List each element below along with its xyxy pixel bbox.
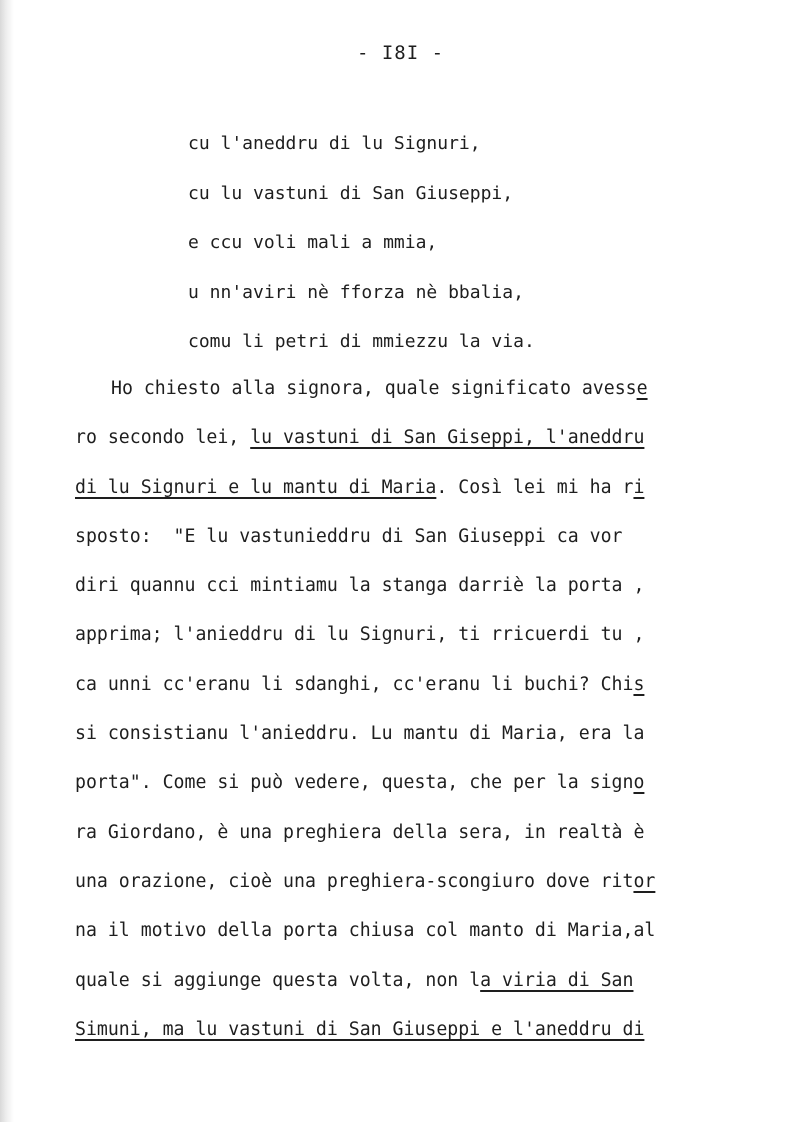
- prose-line: [75, 868, 755, 917]
- prose-line: [75, 572, 755, 621]
- prose-line: [75, 769, 755, 818]
- prose-line: [75, 917, 755, 966]
- prose-line: [75, 474, 755, 523]
- underlined-text: di lu Signuri e lu mantu di Maria: [75, 476, 437, 498]
- page-edge-shadow: [0, 0, 14, 1122]
- prose-paragraph: [75, 375, 755, 1065]
- underlined-text: o: [633, 772, 645, 794]
- underlined-text: a viria di San: [480, 969, 634, 991]
- prose-line: [75, 671, 755, 720]
- text-segment: na il motivo della porta chiusa col manto di Maria,al: [75, 920, 656, 942]
- prose-line: [75, 819, 755, 868]
- prose-line: [75, 621, 755, 670]
- text-segment: si consistianu l'anieddru. Lu mantu di Maria, era la: [75, 723, 645, 745]
- prose-line: [75, 375, 755, 424]
- prose-line: [75, 1016, 755, 1065]
- text-segment: ca unni cc'eranu li sdanghi, cc'eranu li buchi? Chi: [75, 673, 634, 695]
- poem-line: cu l'aneddru di lu Signuri,: [188, 133, 481, 154]
- underlined-text: e: [636, 378, 648, 399]
- text-segment: porta". Come si può vedere, questa, che per la sign: [75, 772, 634, 794]
- poem-line: comu li petri di mmiezzu la via.: [188, 331, 535, 352]
- text-segment: Ho chiesto alla signora, quale significato avess: [111, 378, 637, 399]
- poem-block: [188, 130, 535, 378]
- poem-line: cu lu vastuni di San Giuseppi,: [188, 182, 514, 204]
- underlined-text: lu vastuni di San Giseppi, l'aneddru: [250, 427, 645, 449]
- text-segment: ra Giordano, è una preghiera della sera, in realtà è: [75, 821, 645, 843]
- prose-line: [75, 967, 755, 1016]
- text-segment: diri quannu cci mintiamu la stanga darriè la porta ,: [75, 575, 645, 597]
- text-segment: quale si aggiunge questa volta, non l: [75, 969, 481, 991]
- page-number: - I8I -: [356, 42, 445, 64]
- underlined-text: or: [633, 870, 656, 892]
- underlined-text: i: [633, 476, 645, 498]
- text-segment: . Così lei mi ha r: [436, 476, 634, 498]
- text-segment: apprima; l'anieddru di lu Signuri, ti rricuerdi tu ,: [75, 624, 645, 646]
- text-segment: sposto: "E lu vastunieddru di San Giuseppi ca vor: [75, 525, 623, 547]
- prose-line: [75, 424, 755, 473]
- prose-line: [75, 720, 755, 769]
- text-segment: una orazione, cioè una preghiera-scongiuro dove rit: [75, 870, 634, 892]
- poem-line: u nn'aviri nè fforza nè bbalia,: [188, 281, 524, 303]
- text-segment: ro secondo lei,: [75, 427, 251, 449]
- underlined-text: s: [633, 673, 645, 695]
- underlined-text: Simuni, ma lu vastuni di San Giuseppi e l'aneddru di: [75, 1018, 645, 1040]
- poem-line: e ccu voli mali a mmia,: [188, 232, 438, 253]
- prose-line: [75, 523, 755, 572]
